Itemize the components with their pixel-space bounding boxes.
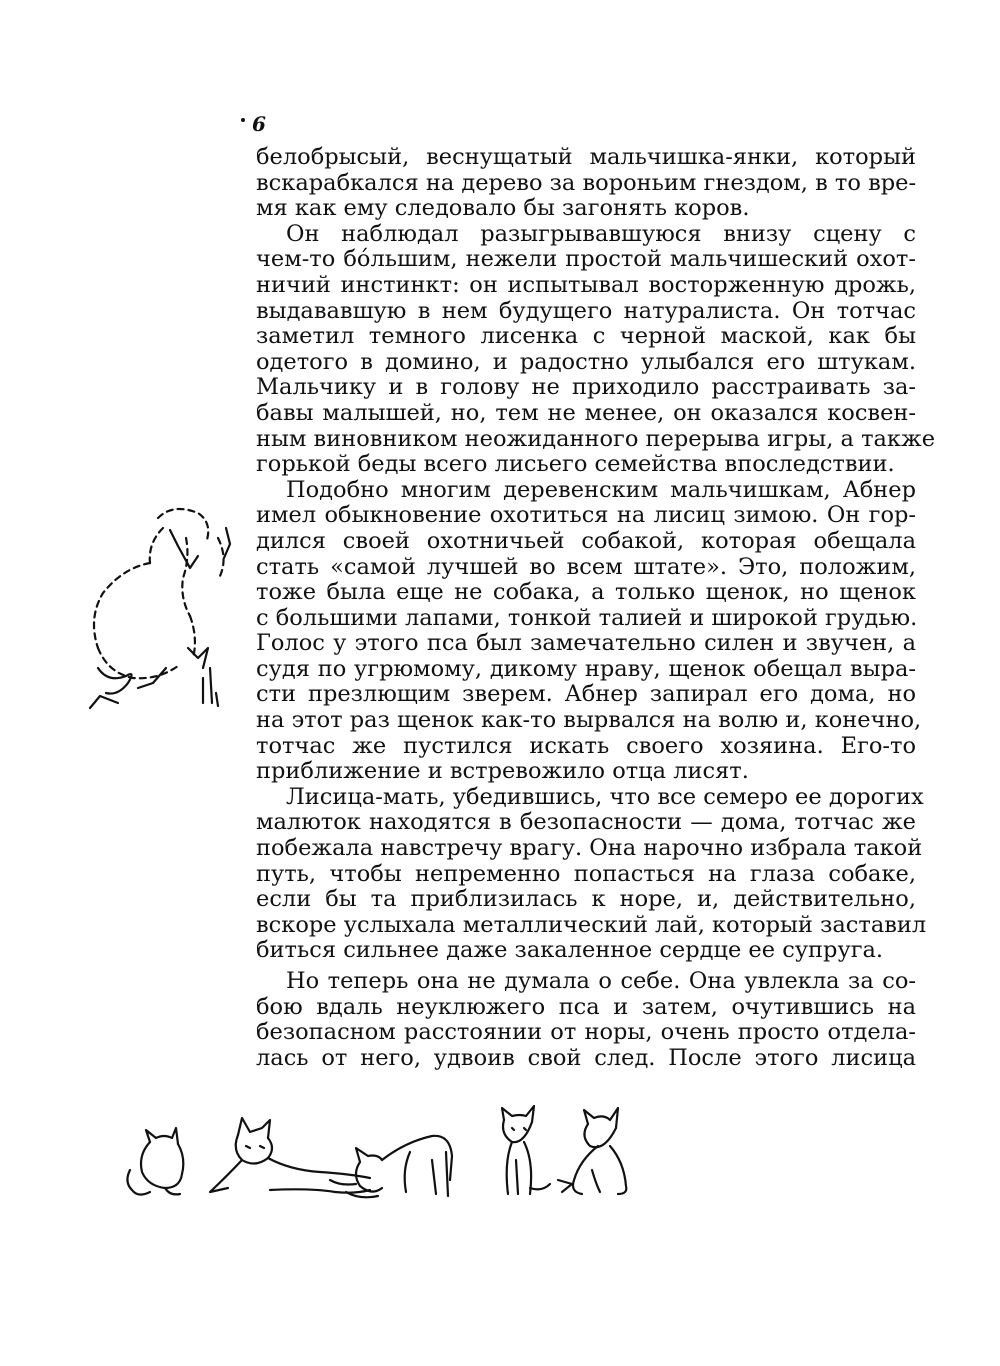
text-line: приближение и встревожило отца лисят. (256, 758, 749, 785)
text-line: тотчас же пустился искать своего хозяина. Его-то (256, 732, 916, 759)
text-line: малюток находятся в безопасности — дома, тотчас же (256, 809, 916, 836)
text-line: побежала навстречу врагу. Она нарочно избрала такой (256, 835, 923, 862)
text-line: Он наблюдал разыгрывавшуюся внизу сцену с (286, 220, 916, 247)
text-line: чем-то бо́льшим, нежели простой мальчишеский охот- (256, 246, 916, 273)
text-line: Лисица-мать, убедившись, что все семеро ее дорогих (286, 783, 924, 810)
text-line: Но теперь она не думала о себе. Она увлекла за со- (286, 968, 916, 994)
fox-cub-4 (502, 1106, 550, 1194)
text-line: Мальчику и в голову не приходило расстраивать за- (256, 374, 916, 401)
fox-cub-5 (558, 1108, 626, 1194)
text-line: путь, чтобы непременно попасться на глаза собаке, (256, 860, 916, 887)
text-line: вскарабкался на дерево за вороньим гнездом, в то вре- (256, 169, 917, 196)
text-line: бавы малышей, но, тем не менее, он оказался косвен- (256, 399, 916, 426)
text-line: заметил темного лисенка с черной маской, как бы (256, 323, 916, 350)
text-line: имел обыкновение охотиться на лисиц зимою. Он гор- (256, 502, 916, 529)
text-line: тоже была еще не собака, а только щенок, но щенок (256, 579, 916, 606)
text-line: выдававшую в нем будущего натуралиста. Он тотчас (256, 297, 916, 324)
page-mark (241, 118, 245, 122)
fox-cub-2 (210, 1118, 370, 1193)
text-line: бою вдаль неуклюжего пса и затем, очутившись на (256, 993, 916, 1020)
text-line: горькой беды всего лисьего семейства впоследствии. (256, 451, 895, 478)
text-line: биться сильнее даже закаленное сердце ее супруга. (256, 937, 884, 964)
text-line: безопасном расстоянии от норы, очень просто отдела- (256, 1019, 916, 1046)
text-line: на этот раз щенок как-то вырвался на волю и, конечно, (256, 707, 922, 734)
text-line: белобрысый, веснущатый мальчишка-янки, который (256, 144, 916, 170)
text-line: Подобно многим деревенским мальчишкам, Абнер (286, 476, 916, 503)
text-line: одетого в домино, и радостно улыбался его штукам. (256, 348, 916, 375)
text-line: сти презлющим зверем. Абнер запирал его дома, но (256, 681, 916, 708)
fox-cub-3 (346, 1136, 452, 1198)
page-number: 6 (252, 112, 266, 136)
text-line: вскоре услыхала металлический лай, который заставил (256, 911, 927, 938)
fox-cub-solid-lines (90, 528, 230, 708)
text-line: ничий инстинкт: он испытывал восторженную дрожь, (256, 271, 916, 298)
text-line: ным виновником неожиданного перерыва игры, а также (256, 425, 936, 452)
text-column (256, 144, 936, 1071)
text-line: дился своей охотничьей собакой, которая обещала (256, 527, 916, 554)
fox-cubs-illustration (120, 1100, 660, 1220)
text-line: лась от него, удвоив свой след. После этого лисица (256, 1044, 916, 1071)
text-line: стать «самой лучшей во всем штате». Это, положим, (256, 553, 916, 580)
fox-cub-1 (127, 1128, 183, 1195)
text-line: Голос у этого пса был замечательно силен и звучен, а (256, 630, 916, 657)
text-line: мя как ему следовало бы загонять коров. (256, 195, 750, 222)
fox-cub-illustration (78, 498, 248, 718)
text-line: если бы та приблизилась к норе, и, действительно, (256, 886, 916, 913)
text-line: с большими лапами, тонкой талией и широкой грудью. (256, 604, 918, 631)
text-line: судя по угрюмому, дикому нраву, щенок обещал выра- (256, 655, 916, 682)
